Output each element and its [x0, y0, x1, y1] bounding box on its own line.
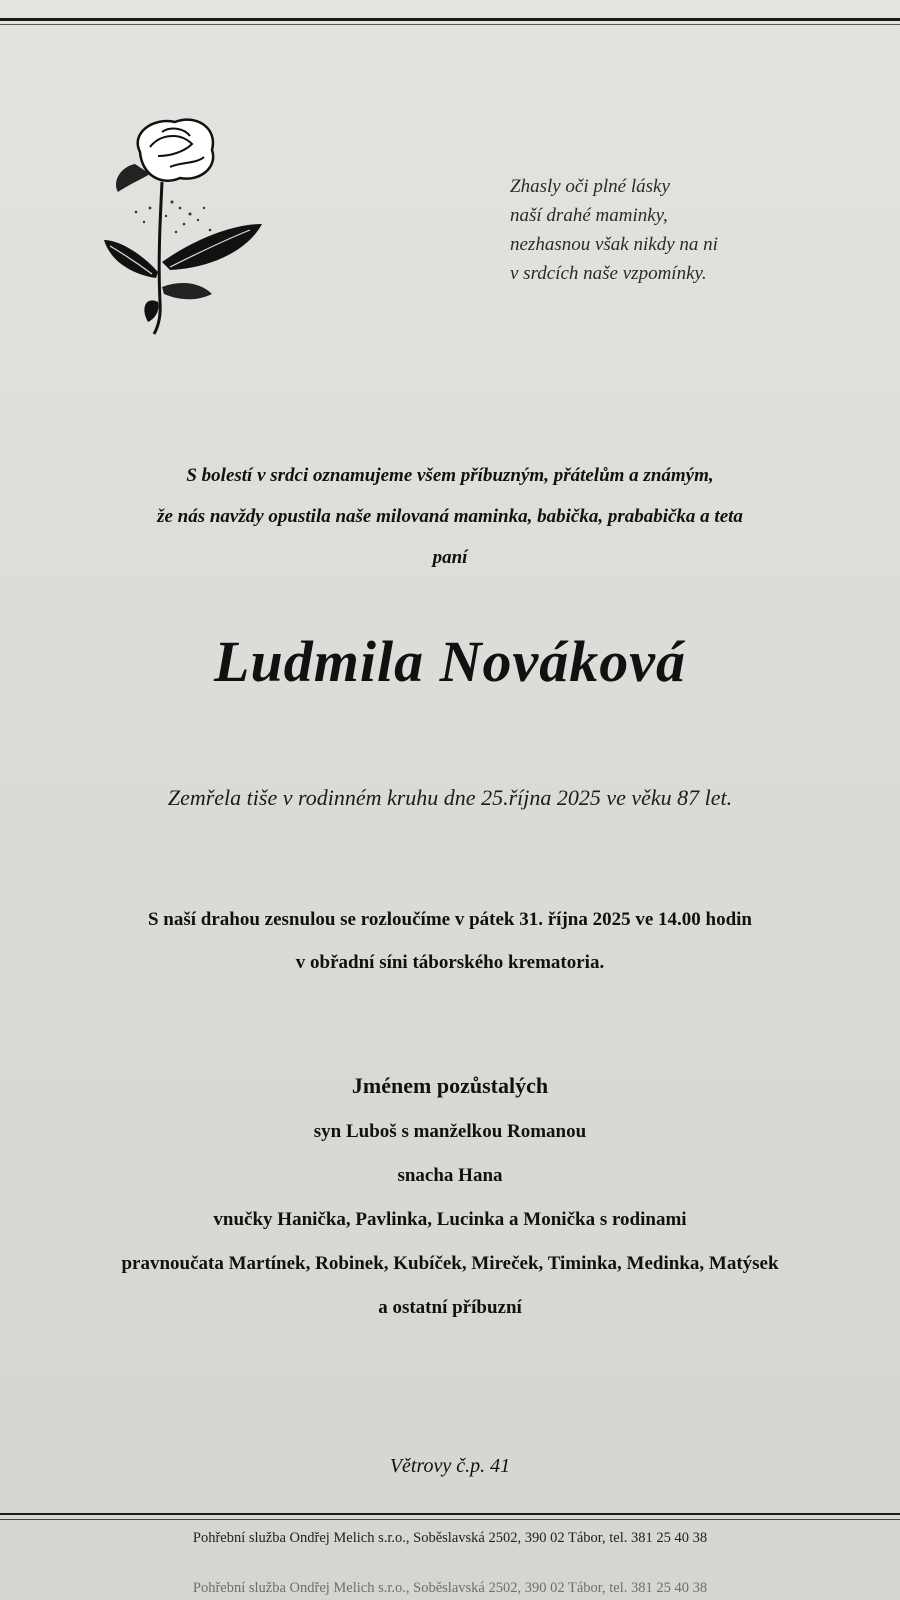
mourner-line: snacha Hana	[397, 1165, 503, 1186]
funeral-details	[0, 898, 900, 984]
bottom-border-line-thin	[0, 1519, 900, 1520]
mourner-line: syn Luboš s manželkou Romanou	[313, 1121, 587, 1142]
mourner-line: vnučky Hanička, Pavlinka, Lucinka a Monička s rodinami	[213, 1209, 687, 1230]
funeral-service-footer-faint: Pohřební služba Ondřej Melich s.r.o., Soběslavská 2502, 390 02 Tábor, tel. 381 25 40 38	[192, 1580, 708, 1596]
mourners-section	[0, 1064, 900, 1330]
death-statement: Zemřela tiše v rodinném kruhu dne 25.října 2025 ve věku 87 let.	[167, 785, 733, 810]
top-border-line-thin	[0, 24, 900, 25]
funeral-line: v obřadní síni táborského krematoria.	[295, 952, 605, 973]
announcement-line: S bolestí v srdci oznamujeme všem příbuzným, přátelům a známým,	[186, 465, 714, 486]
bottom-border-line	[0, 1513, 900, 1515]
deceased-name: Ludmila Nováková	[214, 629, 686, 694]
rose-icon	[100, 112, 275, 337]
poem-line: naší drahé maminky,	[510, 205, 668, 226]
announcement-text	[0, 455, 900, 578]
memorial-poem	[510, 172, 830, 288]
mourner-line: a ostatní příbuzní	[378, 1297, 522, 1318]
funeral-line: S naší drahou zesnulou se rozloučíme v pátek 31. října 2025 ve 14.00 hodin	[147, 909, 752, 930]
mourner-line: pravnoučata Martínek, Robinek, Kubíček, Mireček, Timinka, Medinka, Matýsek	[121, 1253, 779, 1274]
poem-line: v srdcích naše vzpomínky.	[510, 263, 707, 284]
funeral-service-footer: Pohřební služba Ondřej Melich s.r.o., Soběslavská 2502, 390 02 Tábor, tel. 381 25 40 38	[192, 1530, 708, 1546]
announcement-line: paní	[432, 547, 468, 568]
poem-line: Zhasly oči plné lásky	[510, 176, 670, 197]
mourners-heading: Jménem pozůstalých	[351, 1073, 549, 1098]
family-address: Větrovy č.p. 41	[389, 1455, 511, 1477]
poem-line: nezhasnou však nikdy na ni	[510, 234, 718, 255]
announcement-line: že nás navždy opustila naše milovaná maminka, babička, prababička a teta	[157, 506, 743, 527]
top-border-line	[0, 18, 900, 21]
